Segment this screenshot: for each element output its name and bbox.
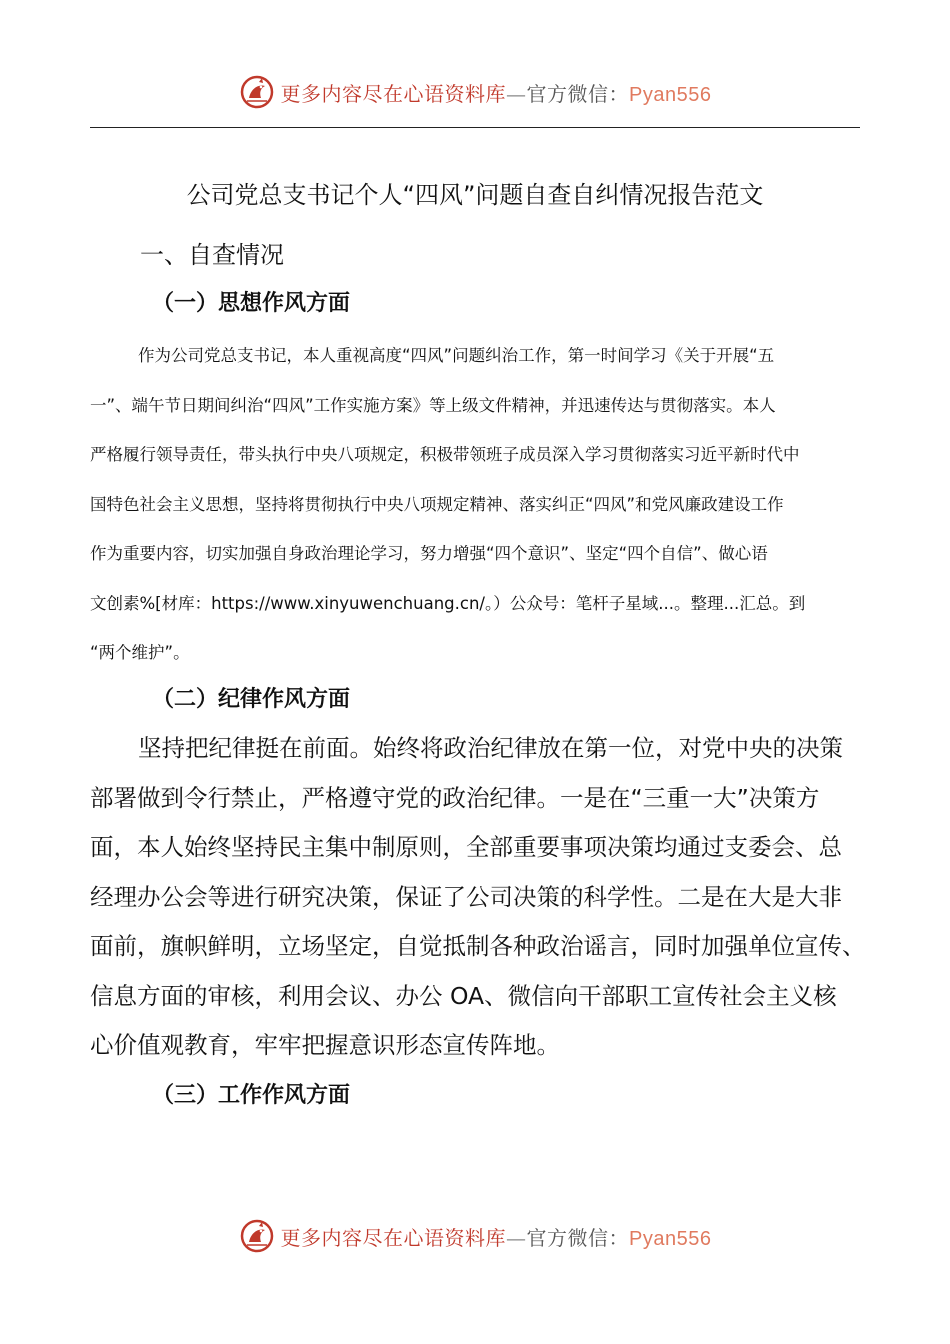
paragraph-line: 国特色社会主义思想，坚持将贯彻执行中央八项规定精神、落实纠正“四风”和党风廉政建设工作: [90, 494, 784, 514]
paragraph-ideology: [90, 331, 860, 678]
paragraph-line: 面前，旗帜鲜明，立场坚定，自觉抵制各种政治谣言，同时加强单位宣传、: [90, 932, 866, 960]
paragraph-line: 文创素%[材库：https://www.xinyuwenchuang.cn/。）公众号：笔杆子星域...。整理...汇总。到: [90, 593, 806, 613]
wechat-handle: Pyan556: [629, 1227, 712, 1250]
paragraph-line: 严格履行领导责任，带头执行中央八项规定，积极带领班子成员深入学习贯彻落实习近平新时代中: [90, 445, 800, 464]
wechat-handle: Pyan556: [629, 83, 712, 106]
subsection-heading-1: （一）思想作风方面: [152, 291, 351, 316]
subsection-heading-2: （二）纪律作风方面: [152, 687, 351, 712]
paragraph-line: 坚持把纪律挺在前面。始终将政治纪律放在第一位，对党中央的决策: [138, 734, 843, 762]
paragraph-line: 作为重要内容，切实加强自身政治理论学习，努力增强“四个意识”、坚定“四个自信”、做心语: [90, 544, 768, 563]
paragraph-line: “两个维护”。: [90, 643, 190, 662]
paragraph-line: 一”、端午节日期间纠治“四风”工作实施方案》等上级文件精神，并迅速传达与贯彻落实。本人: [90, 395, 776, 415]
paragraph-line: 作为公司党总支书记，本人重视高度“四风”问题纠治工作，第一时间学习《关于开展“五: [138, 346, 775, 365]
paragraph-line: 经理办公会等进行研究决策，保证了公司决策的科学性。二是在大是大非: [90, 882, 842, 911]
paragraph-line: 心价值观教育，牢牢把握意识形态宣传阵地。: [90, 1031, 560, 1059]
footer-banner: [0, 1216, 950, 1256]
header-banner: [0, 72, 950, 112]
document-title: 公司党总支书记个人“四风”问题自查自纠情况报告范文: [186, 181, 764, 209]
paragraph-discipline: [90, 724, 880, 1071]
section-heading-1: 一、自查情况: [140, 241, 284, 269]
banner-text: 更多内容尽在心语资料库—官方微信：Pyan556: [280, 1225, 712, 1250]
rooster-icon: [239, 74, 275, 110]
subsection-heading-3: （三）工作作风方面: [152, 1083, 351, 1108]
rooster-icon: [239, 1218, 275, 1254]
banner-text: 更多内容尽在心语资料库—官方微信：Pyan556: [280, 81, 712, 106]
paragraph-line: 部署做到令行禁止，严格遵守党的政治纪律。一是在“三重一大”决策方: [90, 783, 820, 812]
header-divider: [90, 127, 860, 128]
paragraph-line: 信息方面的审核，利用会议、办公 OA、微信向干部职工宣传社会主义核: [90, 981, 837, 1010]
paragraph-line: 面，本人始终坚持民主集中制原则，全部重要事项决策均通过支委会、总: [90, 833, 842, 861]
